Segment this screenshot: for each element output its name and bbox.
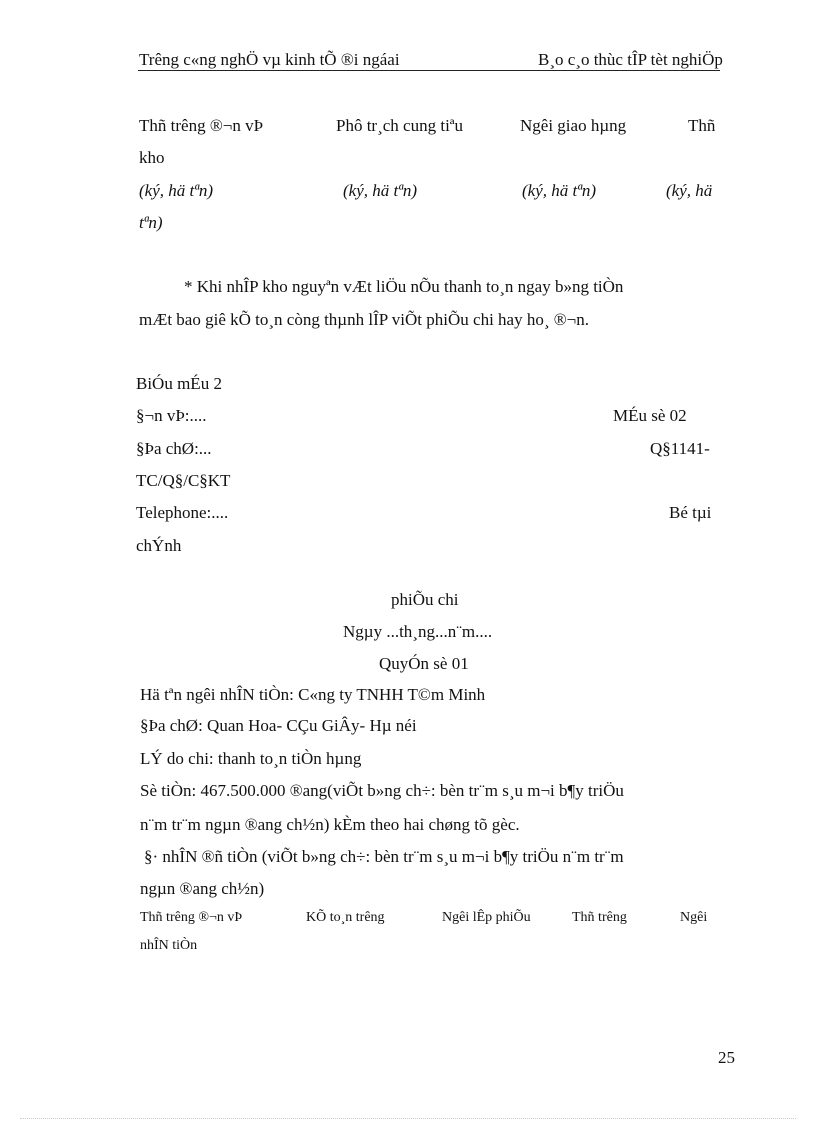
voucher-reason: LÝ do chi: thanh to¸n tiÒn hµng — [140, 749, 362, 768]
voucher-received-line-2: ngµn ®ang ch½n) — [140, 879, 265, 898]
form-decision-wrap: TC/Q§/C§KT — [136, 471, 231, 490]
signature-note-3: (ký, hä tªn) — [522, 181, 597, 200]
form-label: BiÓu mÉu 2 — [136, 374, 222, 393]
paragraph-line-1: * Khi nhÎP kho nguyªn vÆt liÖu nÕu thanh to¸n ngay b»ng tiÒn — [184, 277, 624, 296]
header-right: B¸o c¸o thùc tÎP tèt nghiÖp — [538, 50, 723, 69]
form-ministry: Bé tµi — [669, 503, 712, 522]
voucher-title: phiÕu chi — [391, 590, 459, 609]
signature-role-3: Ngêi giao hµng — [520, 116, 627, 135]
signature-note-4: (ký, hä — [666, 181, 713, 200]
signature-note-1: (ký, hä tªn) — [139, 181, 214, 200]
page-number: 25 — [718, 1048, 735, 1067]
signature-note-2: (ký, hä tªn) — [343, 181, 418, 200]
header-rule — [138, 70, 720, 71]
paragraph-line-2: mÆt bao giê kÕ to¸n còng thµnh lÎP viÕt phiÕu chi hay ho¸ ®¬n. — [139, 310, 590, 329]
bottom-signature-role-4: Thñ trêng — [572, 910, 627, 925]
voucher-receiver: Hä tªn ngêi nhÎN tiÒn: C«ng ty TNHH T©m Minh — [140, 685, 486, 704]
form-address: §Þa chØ:... — [136, 439, 212, 458]
voucher-amount-line-1: Sè tiÒn: 467.500.000 ®ang(viÕt b»ng ch÷: bèn tr¨m s¸u m¬i b¶y triÖu — [140, 781, 624, 800]
voucher-amount-line-2: n¨m tr¨m ngµn ®ang ch½n) kÈm theo hai chøng tõ gèc. — [140, 815, 520, 834]
signature-note-wrap: tªn) — [139, 213, 163, 232]
bottom-signature-role-3: Ngêi lÊp phiÕu — [442, 910, 531, 925]
bottom-signature-role-wrap: nhÎN tiÒn — [140, 938, 198, 953]
form-unit: §¬n vÞ:.... — [136, 406, 207, 425]
voucher-date: Ngµy ...th¸ng...n¨m.... — [343, 622, 493, 641]
page-bottom-border — [20, 1118, 796, 1119]
header-left: Trêng c«ng nghÖ vµ kinh tÕ ®i ngáai — [139, 50, 400, 69]
form-telephone: Telephone:.... — [136, 503, 229, 522]
form-decision: Q§1141- — [650, 439, 710, 458]
voucher-book: QuyÓn sè 01 — [379, 654, 469, 673]
bottom-signature-role-2: KÕ to¸n trêng — [306, 910, 385, 925]
voucher-received-line-1: §· nhÎN ®ñ tiÒn (viÕt b»ng ch÷: bèn tr¨m s¸u m¬i b¶y triÖu n¨m tr¨m — [144, 847, 624, 866]
signature-role-2: Phô tr¸ch cung tiªu — [336, 116, 463, 135]
bottom-signature-role-5: Ngêi — [680, 910, 708, 925]
signature-role-1: Thñ trêng ®¬n vÞ — [139, 116, 264, 135]
bottom-signature-role-1: Thñ trêng ®¬n vÞ — [140, 910, 243, 925]
signature-role-wrap: kho — [139, 148, 165, 167]
signature-role-4: Thñ — [688, 116, 716, 135]
voucher-address: §Þa chØ: Quan Hoa- CÇu GiÂy- Hµ néi — [140, 716, 417, 735]
form-number: MÉu sè 02 — [613, 406, 687, 425]
form-ministry-wrap: chÝnh — [136, 536, 182, 555]
